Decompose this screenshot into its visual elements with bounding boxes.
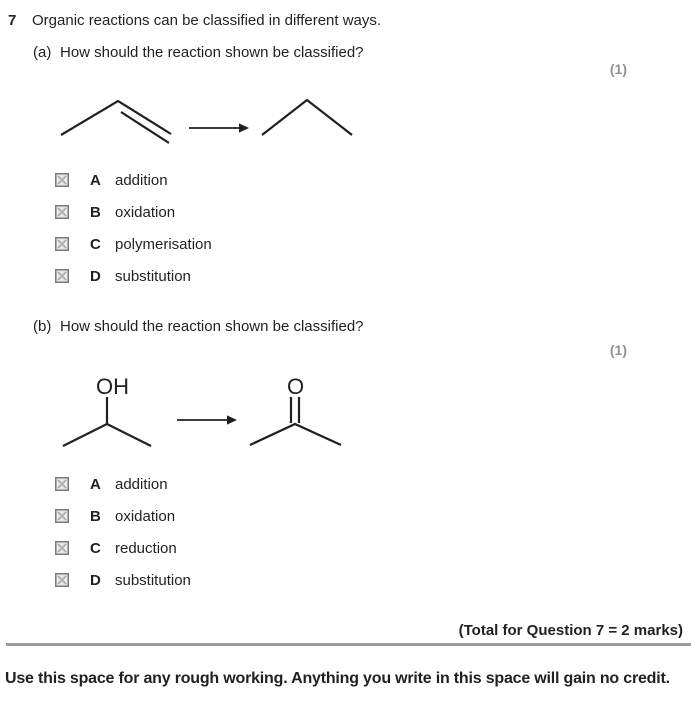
reaction-diagram-b	[55, 372, 355, 450]
answer-checkbox-b-B[interactable]	[55, 509, 69, 523]
question-number: 7	[8, 12, 17, 29]
answer-checkbox-a-C[interactable]	[55, 237, 69, 251]
option-text: reduction	[115, 539, 177, 557]
option-text: substitution	[115, 571, 191, 589]
propane-structure	[262, 100, 352, 135]
propene-structure	[61, 101, 171, 143]
option-letter: D	[90, 571, 101, 589]
section-divider	[6, 643, 691, 646]
option-letter: A	[90, 475, 101, 493]
option-row-a-C	[55, 236, 212, 252]
option-text: substitution	[115, 267, 191, 285]
propanone-structure	[250, 374, 341, 445]
part-b-prompt-row	[33, 318, 364, 335]
reaction-arrow-icon	[189, 123, 249, 132]
answer-checkbox-a-B[interactable]	[55, 205, 69, 219]
option-text: polymerisation	[115, 235, 212, 253]
option-letter: B	[90, 507, 101, 525]
hydroxyl-label: OH	[96, 374, 129, 399]
option-row-b-D	[55, 572, 191, 588]
part-a-marks: (1)	[609, 61, 627, 77]
part-a-prompt-text: How should the reaction shown be classified?	[60, 44, 364, 61]
part-b-marks: (1)	[609, 342, 627, 358]
part-a-prompt-row	[33, 44, 364, 61]
option-letter: D	[90, 267, 101, 285]
answer-checkbox-b-D[interactable]	[55, 573, 69, 587]
answer-checkbox-b-A[interactable]	[55, 477, 69, 491]
question-intro-text: Organic reactions can be classified in different ways.	[32, 12, 382, 29]
reaction-arrow-icon	[177, 415, 237, 424]
part-b-prompt-text: How should the reaction shown be classified?	[60, 318, 364, 335]
rough-working-note: Use this space for any rough working. Anything you write in this space will gain no credit.	[5, 670, 670, 687]
option-letter: C	[90, 235, 101, 253]
option-letter: A	[90, 171, 101, 189]
option-row-b-C	[55, 540, 177, 556]
option-letter: B	[90, 203, 101, 221]
question-total-marks: (Total for Question 7 = 2 marks)	[458, 622, 683, 639]
option-letter: C	[90, 539, 101, 557]
option-text: oxidation	[115, 507, 176, 525]
option-row-a-A	[55, 172, 168, 188]
part-a-label: (a)	[33, 44, 52, 61]
answer-checkbox-a-A[interactable]	[55, 173, 69, 187]
answer-checkbox-b-C[interactable]	[55, 541, 69, 555]
reaction-diagram-a	[55, 94, 365, 150]
option-row-a-B	[55, 204, 175, 220]
carbonyl-oxygen-label: O	[287, 374, 305, 399]
question-intro-row	[8, 12, 381, 29]
option-row-b-B	[55, 508, 175, 524]
propan-2-ol-structure	[63, 374, 151, 446]
option-row-a-D	[55, 268, 191, 284]
answer-checkbox-a-D[interactable]	[55, 269, 69, 283]
option-text: addition	[115, 171, 168, 189]
part-b-label: (b)	[33, 318, 52, 335]
option-row-b-A	[55, 476, 168, 492]
option-text: addition	[115, 475, 168, 493]
option-text: oxidation	[115, 203, 176, 221]
